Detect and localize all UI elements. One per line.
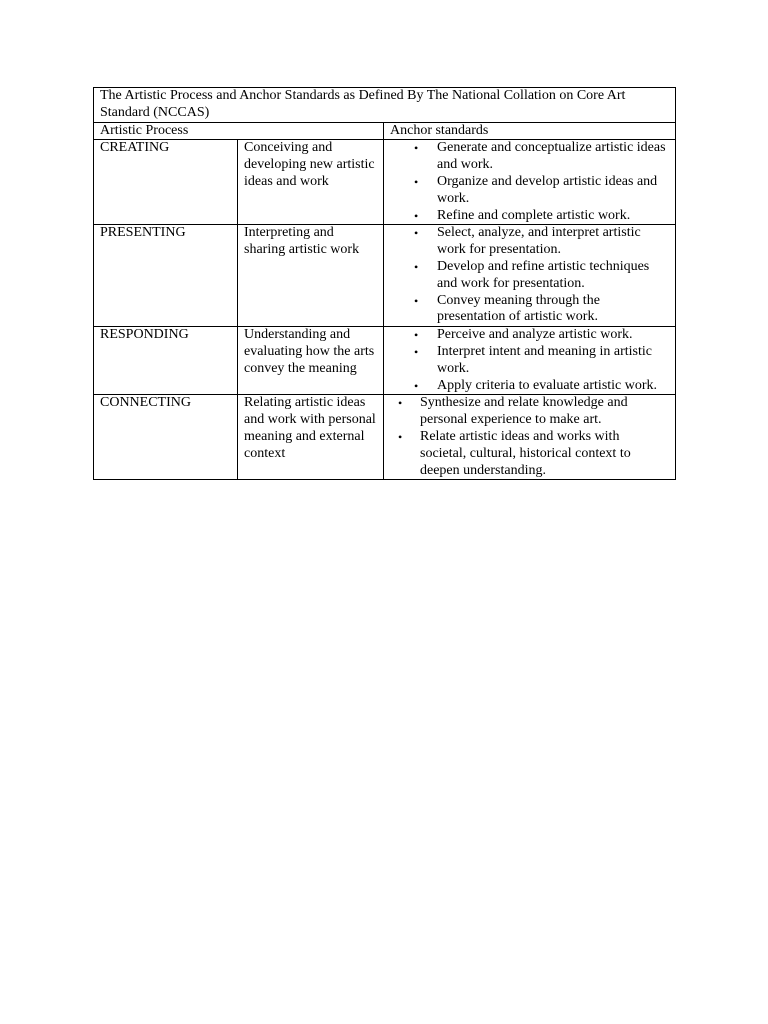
bullet-icon: •	[414, 226, 419, 241]
table-row-connecting	[94, 395, 676, 480]
list-item	[390, 225, 669, 259]
standard-text: Relate artistic ideas and works with societal, cultural, historical context to deepen understanding.	[420, 428, 631, 478]
bullet-icon: •	[414, 293, 419, 308]
anchor-standards-cell	[384, 395, 676, 480]
standard-text: Perceive and analyze artistic work.	[437, 327, 633, 343]
standards-table	[93, 87, 676, 480]
table-title: The Artistic Process and Anchor Standards as Defined By The National Collation on Core Art Standard (NCCAS)	[94, 88, 676, 123]
list-item	[390, 259, 669, 293]
anchor-standards-cell	[384, 140, 676, 225]
process-name: RESPONDING	[94, 327, 238, 395]
standards-list	[390, 225, 669, 326]
standard-text: Develop and refine artistic techniques and work for presentation.	[437, 258, 650, 291]
process-description: Conceiving and developing new artistic ideas and work	[238, 140, 384, 225]
list-item	[390, 140, 669, 174]
standard-text: Synthesize and relate knowledge and personal experience to make art.	[420, 395, 628, 428]
header-artistic-process: Artistic Process	[94, 122, 384, 140]
list-item	[390, 174, 669, 208]
process-description: Understanding and evaluating how the arts convey the meaning	[238, 327, 384, 395]
bullet-icon: •	[414, 141, 419, 156]
table-row-presenting	[94, 225, 676, 327]
standard-text: Select, analyze, and interpret artistic work for presentation.	[437, 225, 641, 258]
process-name: PRESENTING	[94, 225, 238, 327]
bullet-icon: •	[414, 174, 419, 189]
standard-text: Organize and develop artistic ideas and work.	[437, 173, 658, 206]
list-item	[390, 327, 669, 344]
standard-text: Convey meaning through the presentation of artistic work.	[437, 292, 600, 325]
standards-list	[390, 395, 669, 479]
list-item	[390, 429, 669, 479]
standard-text: Interpret intent and meaning in artistic work.	[437, 343, 652, 376]
bullet-icon: •	[398, 429, 403, 444]
bullet-icon: •	[414, 208, 419, 223]
process-name: CONNECTING	[94, 395, 238, 480]
process-description: Interpreting and sharing artistic work	[238, 225, 384, 327]
bullet-icon: •	[398, 396, 403, 411]
standards-list	[390, 327, 669, 394]
standard-text: Apply criteria to evaluate artistic work.	[437, 377, 658, 393]
title-row	[94, 88, 676, 123]
header-anchor-standards: Anchor standards	[384, 122, 676, 140]
table-row-responding	[94, 327, 676, 395]
anchor-standards-cell	[384, 327, 676, 395]
list-item	[390, 344, 669, 378]
process-description: Relating artistic ideas and work with personal meaning and external context	[238, 395, 384, 480]
standard-text: Refine and complete artistic work.	[437, 207, 631, 223]
list-item	[390, 208, 669, 225]
header-row	[94, 122, 676, 140]
process-name: CREATING	[94, 140, 238, 225]
anchor-standards-cell	[384, 225, 676, 327]
list-item	[390, 293, 669, 327]
bullet-icon: •	[414, 328, 419, 343]
list-item	[390, 378, 669, 395]
bullet-icon: •	[414, 378, 419, 393]
table-row-creating	[94, 140, 676, 225]
standard-text: Generate and conceptualize artistic ideas and work.	[437, 140, 666, 173]
bullet-icon: •	[414, 344, 419, 359]
standards-list	[390, 140, 669, 224]
list-item	[390, 395, 669, 429]
bullet-icon: •	[414, 259, 419, 274]
